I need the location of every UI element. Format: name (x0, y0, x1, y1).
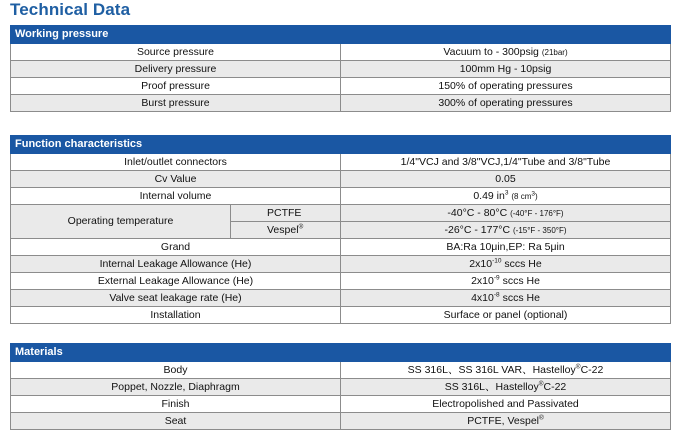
row-value (341, 256, 671, 273)
row-value (341, 290, 671, 307)
volume-value: 0.49 in (473, 189, 505, 202)
temp-pctfe-note: (-40°F - 176°F) (510, 208, 564, 218)
value-note: (21bar) (541, 47, 568, 57)
table-row (11, 95, 671, 112)
leak-exponent: -8 (493, 291, 500, 298)
table-row (11, 396, 671, 413)
row-value: 100mm Hg - 10psig (341, 61, 671, 78)
table-row (11, 61, 671, 78)
body-value: SS 316L、SS 316L VAR、Hastelloy (407, 363, 576, 376)
row-label: Internal volume (11, 188, 341, 205)
row-value: Electropolished and Passivated (341, 396, 671, 413)
working-pressure-table (10, 25, 671, 112)
leak-unit: sccs He (504, 257, 542, 270)
volume-note-sup: 3 (531, 189, 536, 197)
registered-mark: ® (539, 414, 544, 421)
table-row (11, 239, 671, 256)
table-row (11, 379, 671, 396)
row-value: 0.05 (341, 171, 671, 188)
row-value (341, 273, 671, 290)
row-value: BA:Ra 10μin,EP: Ra 5μin (341, 239, 671, 256)
registered-mark: ® (538, 380, 544, 387)
table-row (11, 413, 671, 430)
table-row (11, 78, 671, 95)
page-title: Technical Data (10, 0, 131, 19)
temp-pctfe-value: -40°C - 80°C (447, 206, 508, 219)
temp-vespel-note: (-15°F - 350°F) (513, 225, 567, 235)
row-label: Cv Value (11, 171, 341, 188)
leak-exponent: -9 (493, 274, 500, 281)
sub-label-pctfe: PCTFE (231, 205, 341, 222)
poppet-value-end: C-22 (543, 380, 567, 393)
row-label: Delivery pressure (11, 61, 341, 78)
section-header-materials: Materials (11, 344, 671, 362)
table-row (11, 273, 671, 290)
row-label: Inlet/outlet connectors (11, 154, 341, 171)
leak-unit: sccs He (502, 274, 540, 287)
leak-unit: sccs He (502, 291, 540, 304)
table-row (11, 256, 671, 273)
row-label: Source pressure (11, 44, 341, 61)
value-text: Vacuum to - 300psig (443, 45, 539, 58)
row-value (341, 205, 671, 222)
leak-base: 2x10 (471, 274, 494, 287)
vespel-label: Vespel (267, 223, 299, 236)
poppet-value: SS 316L、Hastelloy (444, 380, 539, 393)
sub-label-vespel (231, 222, 341, 239)
row-label: Poppet, Nozzle, Diaphragm (11, 379, 341, 396)
volume-sup: 3 (504, 189, 509, 196)
temp-vespel-value: -26°C - 177°C (444, 223, 511, 236)
leak-base: 4x10 (471, 291, 494, 304)
row-value: 300% of operating pressures (341, 95, 671, 112)
table-row (11, 307, 671, 324)
row-value (341, 413, 671, 430)
table-row (11, 171, 671, 188)
section-header-working-pressure: Working pressure (11, 26, 671, 44)
row-label: Operating temperature (11, 205, 231, 239)
table-row (11, 44, 671, 61)
row-label: External Leakage Allowance (He) (11, 273, 341, 290)
leak-exponent: -10 (492, 257, 502, 264)
materials-table (10, 343, 671, 430)
row-value (341, 44, 671, 61)
table-row (11, 188, 671, 205)
volume-note (511, 189, 538, 201)
body-value-end: C-22 (580, 363, 604, 376)
row-value (341, 379, 671, 396)
row-value: Surface or panel (optional) (341, 307, 671, 324)
table-row (11, 290, 671, 307)
registered-mark: ® (575, 363, 581, 370)
row-value: 150% of operating pressures (341, 78, 671, 95)
table-row (11, 362, 671, 379)
row-label: Seat (11, 413, 341, 430)
row-label: Proof pressure (11, 78, 341, 95)
row-label: Installation (11, 307, 341, 324)
section-header-function-characteristics: Function characteristics (11, 136, 671, 154)
row-label: Burst pressure (11, 95, 341, 112)
seat-value: PCTFE, Vespel (467, 414, 539, 427)
row-label: Grand (11, 239, 341, 256)
row-value (341, 222, 671, 239)
volume-note-open: (8 cm (511, 191, 532, 201)
row-label: Finish (11, 396, 341, 413)
row-label: Valve seat leakage rate (He) (11, 290, 341, 307)
registered-mark: ® (298, 223, 304, 230)
row-value (341, 188, 671, 205)
row-value (341, 362, 671, 379)
table-row (11, 205, 671, 222)
row-label: Internal Leakage Allowance (He) (11, 256, 341, 273)
function-characteristics-table (10, 135, 671, 324)
row-label: Body (11, 362, 341, 379)
row-value: 1/4"VCJ and 3/8"VCJ,1/4"Tube and 3/8"Tube (341, 154, 671, 171)
table-row (11, 154, 671, 171)
leak-base: 2x10 (469, 257, 493, 270)
volume-note-close: ) (535, 191, 538, 201)
